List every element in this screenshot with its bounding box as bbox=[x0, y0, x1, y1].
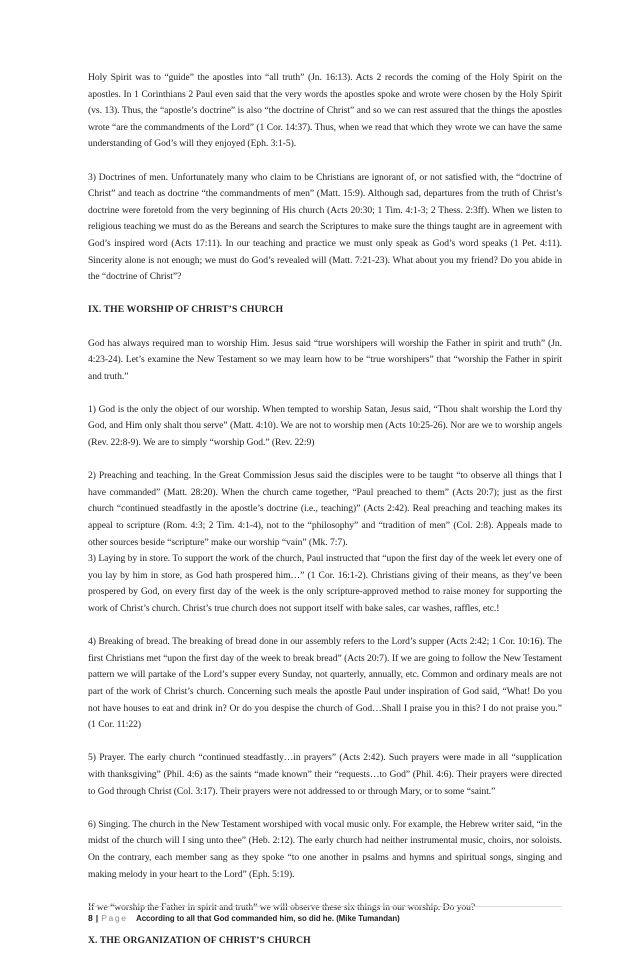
paragraph-prayer: 5) Prayer. The early church “continued steadfastly…in prayers” (Acts 2:42). Such prayers were made in all “supplication with thanksgiving” (Phil. 4:6) as the saints “made known” their “requests…to God” (Phil. 4:6). Their prayers were directed to God through Christ (Col. 3:17). Their prayers were not addressed to or through Mary, or to some “saint.” bbox=[88, 752, 562, 797]
paragraph-doctrines-of-men: 3) Doctrines of men. Unfortunately many who claim to be Christians are ignorant of, or not satisfied with, the “doctrine of Christ” and teach as doctrine “the commandments of men” (Matt. 15:9). Although sad, departures from the truth of Christ’s doctrine were foretold from the very beginning of His church (Acts 20:30; 1 Tim. 4:1-3; 2 Thess. 2:3ff). When we listen to religious teaching we must do as the Bereans and search the Scriptures to make sure the things taught are in agreement with God’s inspired word (Acts 17:11). In our teaching and practice we must only speak as God’s word speaks (1 Pet. 4:11). Sincerity alone is not enough; we must do God’s revealed will (Matt. 7:21-23). What about you my friend? Do you abide in the “doctrine of Christ”? bbox=[88, 171, 562, 283]
paragraph-singing: 6) Singing. The church in the New Testament worshiped with vocal music only. For example, the Hebrew writer said, “in the midst of the church will I sing unto thee” (Heb. 2:12). The early church had neither instrumental music, choirs, nor soloists. On the contrary, each member sang as they spoke “to one another in psalms and hymns and spiritual songs, singing and making melody in your heart to the Lord” (Eph. 5:19). bbox=[88, 818, 562, 880]
paragraph-laying-by: 3) Laying by in store. To support the work of the church, Paul instructed that “upon the first day of the week let every one of you lay by him in store, as God hath prospered him…” (1 Cor. 16:1-2). Christians giving of their means, as they’ve been prospered by God, on every first day of the week is the only scripture-approved method to raise money for supporting the work of Christ’s church. Christ’s true church does not support itself with bake sales, car washes, raffles, etc.! bbox=[88, 553, 562, 614]
paragraph-worship-closing: If we “worship the Father in spirit and truth” we will observe these six things in our worship. Do you? bbox=[88, 901, 476, 913]
paragraph-worship-intro: God has always required man to worship Him. Jesus said “true worshipers will worship the Father in spirit and truth” (Jn. 4:23-24). Let’s examine the New Testament so we may learn how to be “true worshipers” that “worship the Father in spirit and truth.” bbox=[88, 337, 562, 382]
section-heading-worship: IX. THE WORSHIP OF CHRIST’S CHURCH bbox=[88, 304, 284, 316]
footer-motto: According to all that God commanded him, so did he. (Mike Tumandan) bbox=[136, 914, 400, 923]
page-label: Page bbox=[101, 913, 128, 923]
page-footer bbox=[88, 906, 562, 923]
paragraph-holy-spirit: Holy Spirit was to “guide” the apostles into “all truth” (Jn. 16:13). Acts 2 records the coming of the Holy Spirit on the apostles. In 1 Corinthians 2 Paul even said that the very words the apostles spoke and wrote were chosen by the Holy Spirit (vs. 13). Thus, the “apostle’s doctrine” is also “the doctrine of Christ” and so we can rest assured that the things the apostles wrote “are the commandments of the Lord” (1 Cor. 14:37). Thus, when we read that which they wrote we can have the same understanding of God’s will they enjoyed (Eph. 3:1-5). bbox=[88, 72, 562, 150]
page-body bbox=[88, 70, 562, 966]
paragraph-breaking-bread: 4) Breaking of bread. The breaking of bread done in our assembly refers to the Lord’s supper (Acts 2:42; 1 Cor. 10:16). The first Christians met “upon the first day of the week to break bread” (Acts 20:7). If we are going to follow the New Testament pattern we will partake of the Lord’s supper every Sunday, not quarterly, annually, etc. Common and ordinary meals are not part of the work of Christ’s church. Concerning such meals the apostle Paul under inspiration of God said, “What! Do you not have houses to eat and drink in? Or do you despise the church of God…Shall I praise you in this? I do not praise you.” (1 Cor. 11:22) bbox=[88, 636, 562, 731]
paragraph-worship-object: 1) God is the only the object of our worship. When tempted to worship Satan, Jesus said, “Thou shalt worship the Lord thy God, and Him only shalt thou serve” (Matt. 4:10). We are not to worship men (Acts 10:25-26). Nor are we to worship angels (Rev. 22:8-9). We are to simply “worship God.” (Rev. 22:9) bbox=[88, 403, 562, 449]
paragraph-preaching: 2) Preaching and teaching. In the Great Commission Jesus said the disciples were to be taught “to observe all things that I have commanded” (Matt. 28:20). When the church came together, “Paul preached to them” (Acts 20:7); just as the first church “continued steadfastly in the apostle’s doctrine (i.e., teaching)” (Acts 2:42). Real preaching and teaching makes its appeal to scripture (Rom. 4:3; 2 Tim. 4:1-4), not to the “philosophy” and “tradition of men” (Col. 2:8). Appeals made to other sources beside “scripture” make our worship “vain” (Mk. 7:7). bbox=[88, 470, 562, 548]
footer-separator: | bbox=[95, 913, 99, 923]
page-number: 8 bbox=[88, 913, 93, 923]
section-heading-organization: X. THE ORGANIZATION OF CHRIST’S CHURCH bbox=[88, 934, 311, 946]
